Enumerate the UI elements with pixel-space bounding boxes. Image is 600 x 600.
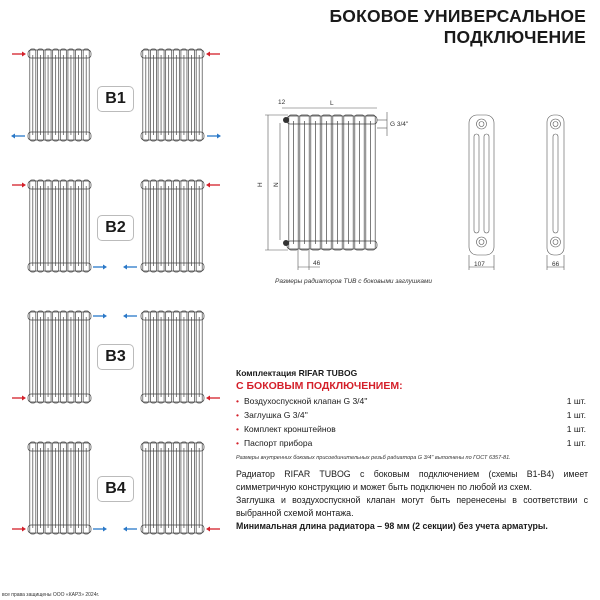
radiator-side-view-66 [547, 115, 564, 270]
arrow-head [103, 265, 107, 270]
connection-schemes [0, 0, 230, 560]
radiator-icon [28, 442, 91, 534]
air-valve-icon [283, 117, 289, 123]
radiator-icon [141, 311, 204, 403]
radiator-icon [141, 49, 204, 141]
kit-item-qty: 1 шт. [566, 396, 586, 406]
kit-item-name: • Заглушка G 3/4'' [236, 410, 308, 420]
radiator-side-view-107 [469, 115, 494, 270]
arrow-head [217, 134, 221, 139]
kit-item-qty: 1 шт. [566, 438, 586, 448]
description-p1: Радиатор RIFAR TUBOG с боковым подключением (схемы B1-B4) имеет симметричную конструкцию и может быть подключен по любой из схем. [236, 469, 588, 492]
flow-arrow-icon [206, 396, 220, 401]
description [236, 468, 588, 533]
flow-arrow-icon [206, 183, 220, 188]
kit-item-name: • Воздухоспускной клапан G 3/4'' [236, 396, 368, 406]
flow-arrow-icon [93, 314, 107, 319]
arrow-head [206, 396, 210, 401]
flow-arrow-icon [123, 265, 137, 270]
arrow-head [206, 183, 210, 188]
arrow-head [103, 314, 107, 319]
scheme-label-b3: B3 [97, 344, 134, 370]
dim-n: N [273, 182, 280, 187]
arrow-head [22, 183, 26, 188]
page-title [329, 6, 586, 48]
scheme-label-b1: B1 [97, 86, 134, 112]
flow-arrow-icon [93, 527, 107, 532]
title-line-1: БОКОВОЕ УНИВЕРСАЛЬНОЕ [329, 6, 586, 26]
title-line-2: ПОДКЛЮЧЕНИЕ [443, 27, 586, 47]
flow-arrow-icon [93, 265, 107, 270]
plug-icon [283, 240, 289, 246]
radiator-icon [28, 180, 91, 272]
flow-arrow-icon [12, 183, 26, 188]
kit-item [236, 424, 586, 434]
dim-66: 66 [552, 261, 560, 268]
arrow-head [11, 134, 15, 139]
scheme-label-b2: B2 [97, 215, 134, 241]
flow-arrow-icon [12, 527, 26, 532]
kit-subtitle: С БОКОВЫМ ПОДКЛЮЧЕНИЕМ: [236, 380, 403, 392]
description-p2: Заглушка и воздухоспускной клапан могут быть перенесены в соответствии с выбранной схемой монтажа. [236, 495, 588, 518]
kit-title: Комплектация RIFAR TUBOG [236, 368, 358, 378]
flow-arrow-icon [12, 396, 26, 401]
flow-arrow-icon [123, 527, 137, 532]
arrow-head [103, 527, 107, 532]
flow-arrow-icon [11, 134, 25, 139]
arrow-head [123, 314, 127, 319]
arrow-head [206, 527, 210, 532]
radiator-icon [141, 180, 204, 272]
arrow-head [206, 52, 210, 57]
dim-12: 12 [278, 99, 286, 106]
dim-l: L [330, 100, 334, 107]
kit-item [236, 410, 586, 420]
kit-item [236, 438, 586, 448]
kit-item-name: • Комплект кронштейнов [236, 424, 336, 434]
thread-note: Размеры внутренних боковых присоединительных резьб радиатора G 3/4'' выполнены по ГОСТ 6357-81. [236, 455, 511, 461]
flow-arrow-icon [207, 134, 221, 139]
dim-h: H [257, 182, 264, 187]
flow-arrow-icon [206, 527, 220, 532]
kit-item-qty: 1 шт. [566, 410, 586, 420]
drawing-caption: Размеры радиаторов TUB с боковыми заглушками [275, 278, 433, 285]
flow-arrow-icon [206, 52, 220, 57]
dim-46: 46 [313, 260, 321, 267]
arrow-head [123, 265, 127, 270]
radiator-icon [141, 442, 204, 534]
radiator-icon [287, 115, 377, 250]
kit-item-name: • Паспорт прибора [236, 438, 312, 448]
scheme-label-b4: B4 [97, 476, 134, 502]
radiator-icon [28, 49, 91, 141]
radiator-icon [28, 311, 91, 403]
flow-arrow-icon [123, 314, 137, 319]
description-p3: Минимальная длина радиатора – 98 мм (2 секции) без учета арматуры. [236, 521, 548, 531]
thread-label: G 3/4'' [390, 121, 409, 128]
arrow-head [22, 396, 26, 401]
copyright: все права защищены ООО «КАРЗ» 2024г. [2, 592, 100, 598]
arrow-head [22, 527, 26, 532]
kit-section [236, 368, 586, 461]
dimension-drawing [240, 90, 600, 290]
arrow-head [123, 527, 127, 532]
arrow-head [22, 52, 26, 57]
kit-item-qty: 1 шт. [566, 424, 586, 434]
radiator-front-view [283, 115, 377, 250]
dim-107: 107 [474, 261, 485, 268]
kit-item [236, 396, 586, 406]
flow-arrow-icon [12, 52, 26, 57]
